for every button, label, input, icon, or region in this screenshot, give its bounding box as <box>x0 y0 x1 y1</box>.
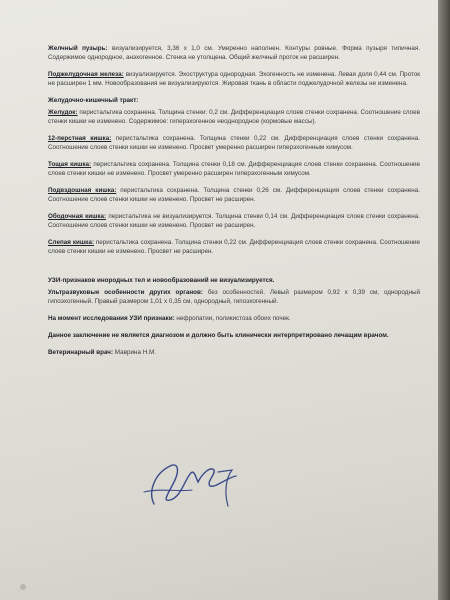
no-foreign-bodies: УЗИ-признаков инородных тел и новообразований не визуализируется. <box>48 277 275 284</box>
cecum-text: перистальтика сохранена. Толщина стенки 0,22 см. Дифференциация слоев стенки сохранена. Соотношение слоев стенки кишки не изменено. Просвет не расширен. <box>48 239 421 255</box>
colon-title: Ободочная кишка: <box>48 213 107 220</box>
gallbladder-title: Желчный пузырь: <box>48 45 108 52</box>
vet-title: Ветеринарный врач: <box>48 349 114 356</box>
other-organs-text: без особенностей. Левый размером 0,92 х 0,39 см, однородный гипоэхогенный. Правый размером 1,01 х 0,35 см, однородный, гипоэхогенный. <box>48 289 420 305</box>
report-body <box>48 44 420 365</box>
pancreas-text: визуализируется. Эхоструктура однородная. Эхогенность не изменена. Левая доля 0,44 см. Проток не расширен 1 мм. Новообразования не визуализируются. Жировая ткань в области поджелудочной железы не изменена. <box>48 71 420 87</box>
vet-signature-line <box>48 348 420 357</box>
cecum-title: Слепая кишка: <box>48 239 94 246</box>
spacer <box>48 264 420 276</box>
duodenum-title: 12-перстная кишка: <box>48 135 112 142</box>
cecum-section <box>48 238 420 256</box>
duodenum-text: перистальтика сохранена. Толщина стенки 0,22 см. Дифференциация слоев стенки сохранена. Соотношение слоев стенки кишки не изменено. Просвет умеренно расширен гиперэхогенным химусом. <box>48 135 420 151</box>
stomach-text: перистальтика сохранена. Толщина стенки: 0,2 см. Дифференциация слоев стенки сохранена. Соотношение слоев стенки кишки не изменено. Содержимое: гиперэхогенное неоднородное (кормовые массы). <box>48 109 420 125</box>
pancreas-title: Поджелудочная железа: <box>48 71 124 78</box>
jejunum-title: Тощая кишка: <box>48 161 92 168</box>
handwritten-signature <box>140 452 250 512</box>
paper-mark <box>20 584 26 590</box>
jejunum-section <box>48 160 420 178</box>
gallbladder-section <box>48 44 420 62</box>
stomach-section <box>48 108 420 126</box>
background-edge <box>438 0 450 600</box>
pancreas-section <box>48 70 420 88</box>
gallbladder-text: визуализируется, 3,36 х 1,0 см. Умеренно наполнен. Контуры ровные. Форма пузыря типичная. Содержимое однородное, анэхогенное. Стенка не утолщена. Общий желчный проток не расширен. <box>48 45 421 61</box>
stomach-title: Желудок: <box>48 109 78 116</box>
conclusion-title: На момент исследования УЗИ признаки: <box>48 315 175 322</box>
gi-heading: Желудочно-кишечный тракт: <box>48 97 139 104</box>
jejunum-text: перистальтика сохранена. Толщина стенки 0,18 см. Дифференциация слоев стенки сохранена. Соотношение слоев стенки кишки не изменено. Просвет умеренно расширен гиперэхогенным химусом. <box>48 161 420 177</box>
colon-section <box>48 212 420 230</box>
ileum-section <box>48 186 420 204</box>
ileum-text: перистальтика сохранена. Толщина стенки 0,26 см. Дифференциация слоев стенки сохранена. Соотношение слоев стенки кишки не изменено. Просвет не расширен. <box>48 187 420 203</box>
conclusion-section <box>48 314 420 323</box>
vet-name: Маврина Н.М. <box>113 349 156 356</box>
conclusion-text: нефропатии, поликистоза обоих почек. <box>174 315 291 322</box>
disclaimer: Данное заключение не является диагнозом и должно быть клинически интерпретировано лечащим врачом. <box>48 332 389 339</box>
other-organs-title: Ультразвуковые особенности других органов: <box>48 289 203 296</box>
colon-text: перистальтика не визуализируется. Толщина стенки 0,14 см. Дифференциация слоев стенки сохранена. Соотношение слоев стенки кишки не изменено. Просвет не расширен. <box>48 213 420 229</box>
duodenum-section <box>48 134 420 152</box>
other-organs-section <box>48 288 420 306</box>
ileum-title: Подвздошная кишка: <box>48 187 117 194</box>
